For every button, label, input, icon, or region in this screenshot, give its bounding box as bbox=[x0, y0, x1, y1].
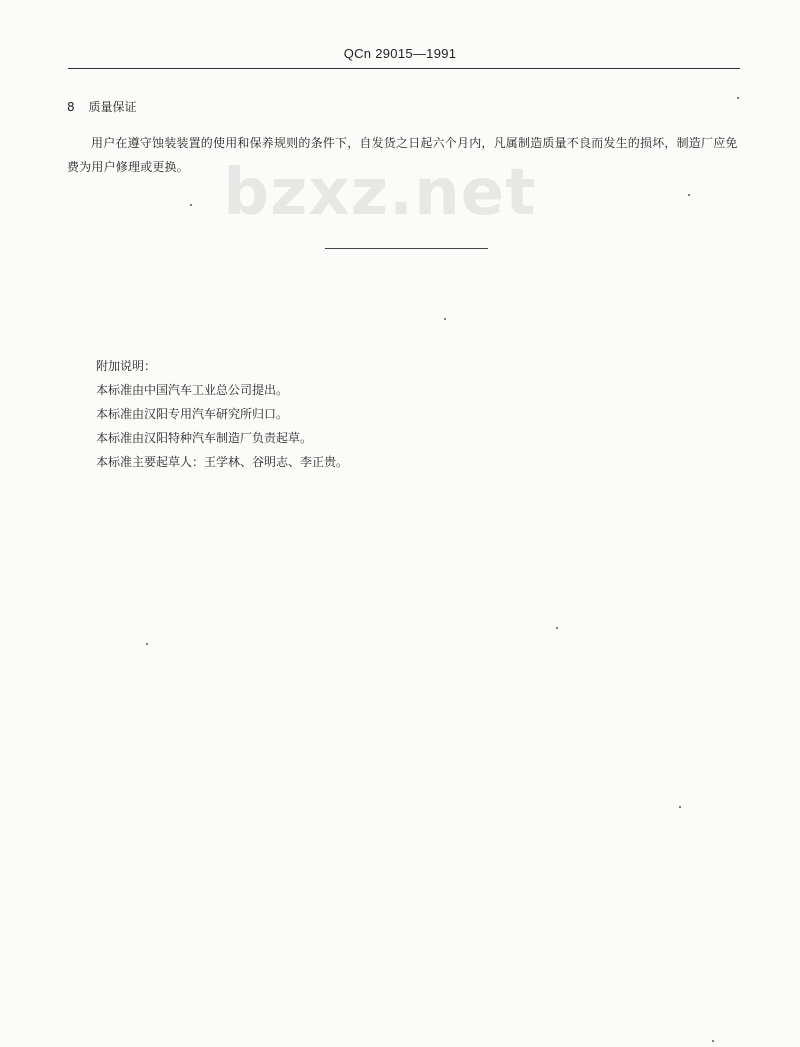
section-heading bbox=[67, 98, 136, 115]
scan-speck bbox=[737, 97, 739, 99]
scan-speck bbox=[556, 627, 558, 629]
section-paragraph: 用户在遵守蚀装装置的使用和保养规则的条件下，自发货之日起六个月内，凡属制造质量不良而发生的损坏，制造厂应免费为用户修理或更换。 bbox=[67, 136, 738, 174]
notes-line: 本标准由中国汽车工业总公司提出。 bbox=[96, 383, 289, 397]
section-title: 质量保证 bbox=[88, 100, 137, 114]
scan-speck bbox=[712, 1040, 714, 1042]
header-rule bbox=[68, 68, 740, 69]
scan-speck bbox=[190, 204, 192, 206]
scan-speck bbox=[688, 194, 690, 196]
notes-line: 本标准由汉阳专用汽车研究所归口。 bbox=[96, 407, 289, 421]
standard-code: QCn 29015—1991 bbox=[343, 46, 457, 61]
scan-speck bbox=[444, 318, 446, 320]
end-of-text-rule bbox=[325, 248, 488, 249]
section-number: 8 bbox=[67, 100, 75, 114]
watermark: bzxz.net bbox=[223, 156, 537, 230]
notes-line: 本标准主要起草人：王学林、谷明志、李正贵。 bbox=[96, 455, 349, 469]
additional-notes bbox=[96, 354, 348, 474]
scan-speck bbox=[146, 643, 148, 645]
notes-line: 本标准由汉阳特种汽车制造厂负责起草。 bbox=[96, 431, 313, 445]
notes-title: 附加说明： bbox=[96, 359, 157, 373]
scan-speck bbox=[679, 806, 681, 808]
